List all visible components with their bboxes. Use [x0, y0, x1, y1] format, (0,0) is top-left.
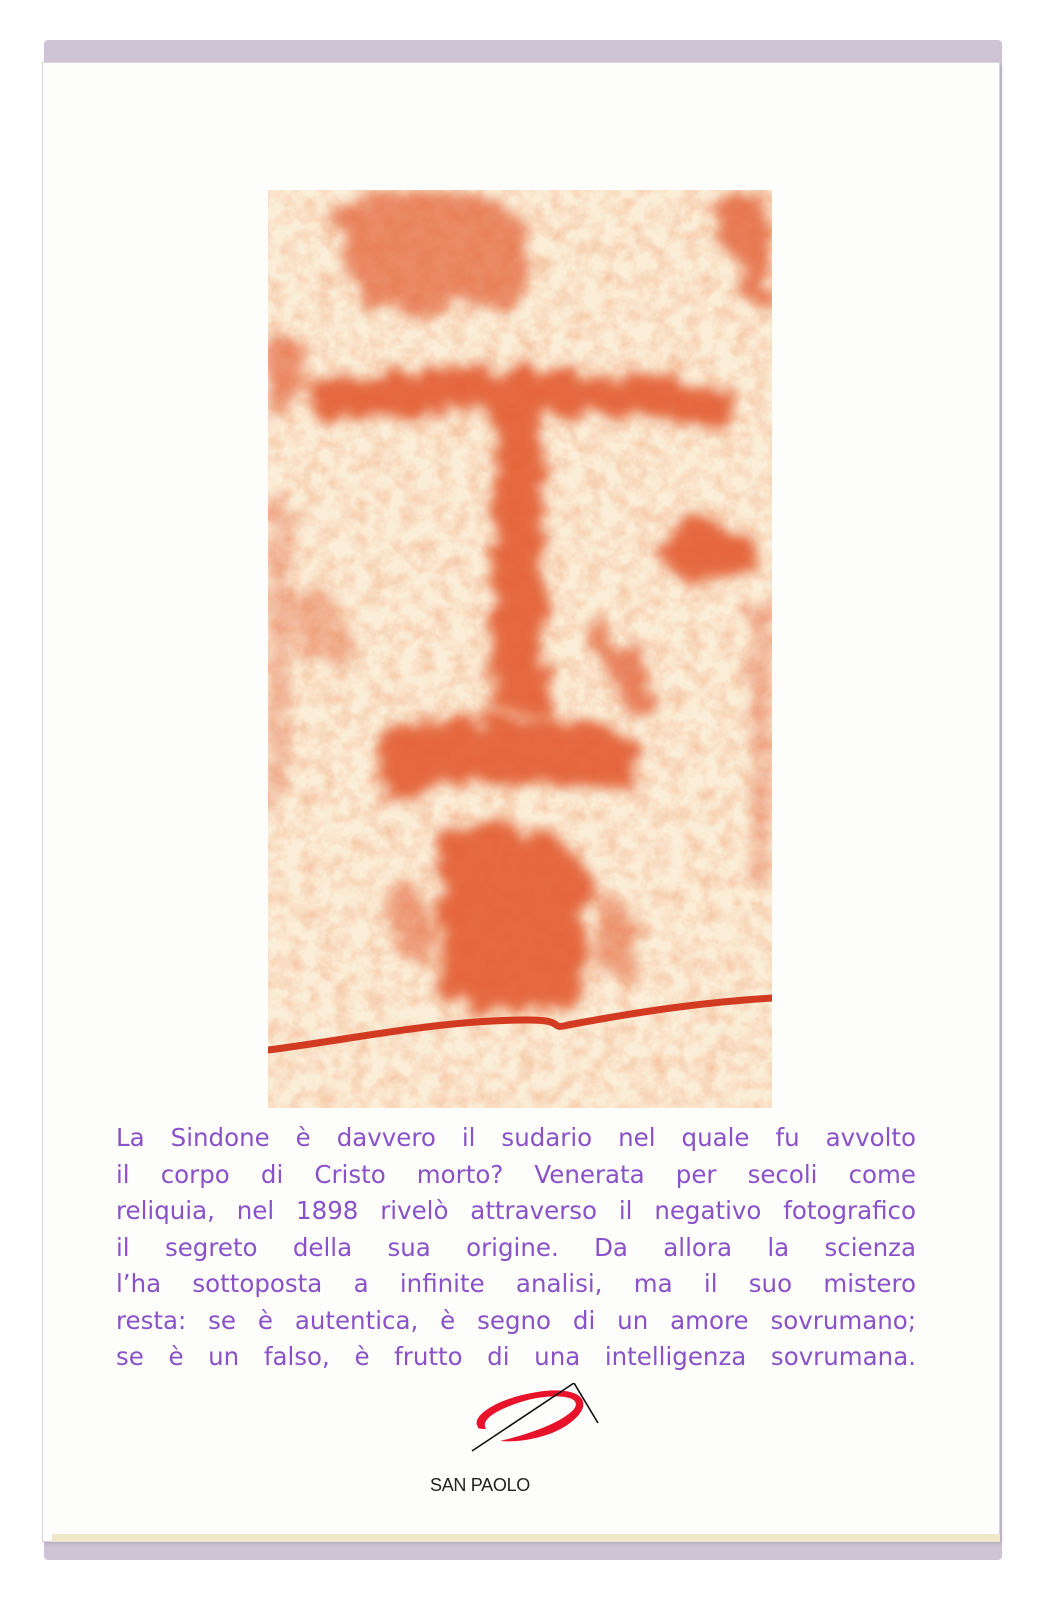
publisher-name: SAN PAOLO — [429, 1475, 530, 1495]
blurb-line: resta: se è autentica, è segno di un amore sovrumano; — [116, 1305, 916, 1335]
shroud-face-image — [268, 190, 772, 1108]
shroud-photo — [268, 190, 772, 1108]
blurb-line: reliquia, nel 1898 rivelò attraverso il negativo fotografico — [116, 1196, 916, 1225]
san-paolo-logo-icon — [466, 1383, 616, 1455]
blurb-line: l’ha sottoposta a infinite analisi, ma il suo mistero — [116, 1269, 916, 1298]
back-cover-blurb — [116, 1120, 916, 1376]
blurb-line: il segreto della sua origine. Da allora la scienza — [116, 1232, 916, 1262]
cover-bottom-edge — [52, 1534, 1000, 1542]
blurb-line: il corpo di Cristo morto? Venerata per secoli come — [116, 1159, 916, 1189]
logo-swoosh — [477, 1390, 584, 1441]
blurb-line: La Sindone è davvero il sudario nel quale fu avvolto — [116, 1123, 916, 1152]
blurb-line: se è un falso, è frutto di una intelligenza sovrumana. — [116, 1342, 916, 1371]
